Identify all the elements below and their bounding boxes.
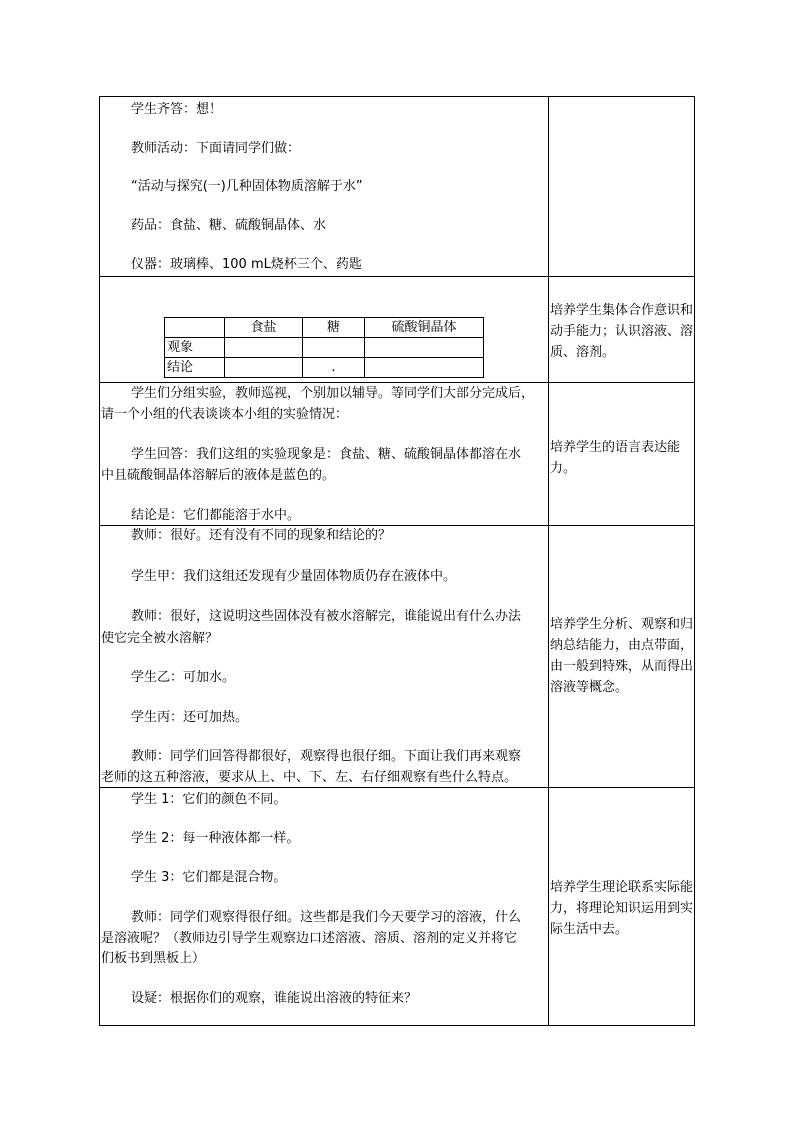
- teaching-goal-note: 培养学生的语言表达能力。: [550, 440, 681, 476]
- paragraph: 教师：很好。还有没有不同的现象和结论的？: [131, 528, 392, 543]
- row-divider: [99, 276, 695, 277]
- table-header-cell: [165, 318, 225, 338]
- paragraph: 教师：很好，这说明这些固体没有被水溶解完，谁能说出有什么办法: [131, 609, 522, 624]
- paragraph: 仪器：玻璃棒、100 mL烧杯三个、药匙: [131, 257, 362, 272]
- paragraph: 学生回答：我们这组的实验现象是：食盐、糖、硫酸铜晶体都溶在水: [131, 447, 522, 462]
- paragraph: 学生乙：可加水。: [131, 670, 236, 685]
- table-header-cell: 食盐: [225, 318, 303, 338]
- paragraph: 是溶液呢？（教师边引导学生观察边口述溶液、溶质、溶剂的定义并将它: [101, 931, 518, 946]
- table-cell: 结论: [165, 358, 225, 378]
- paragraph: 学生们分组实验，教师巡视，个别加以辅导。等同学们大部分完成后，: [131, 386, 535, 401]
- paragraph: 使它完全被水溶解？: [101, 631, 219, 646]
- table-header-cell: 糖: [302, 318, 364, 338]
- table-border-left: [99, 96, 100, 1026]
- paragraph: 学生丙：还可加热。: [131, 710, 249, 725]
- paragraph: 教师：同学们观察得很仔细。这些都是我们今天要学习的溶液，什么: [131, 910, 522, 925]
- table-row: [165, 338, 484, 358]
- table-cell: [225, 338, 303, 358]
- paragraph: 教师：同学们回答得都很好，观察得也很仔细。下面让我们再来观察: [131, 749, 522, 764]
- table-cell: [302, 338, 364, 358]
- teaching-goal-note: 培养学生分析、观察和归纳总结能力，由点带面，由一般到特殊，从而得出溶液等概念。: [550, 617, 694, 695]
- table-row: [165, 358, 484, 378]
- table-row: [165, 318, 484, 338]
- column-divider: [548, 96, 549, 1026]
- paragraph: 中且硫酸铜晶体溶解后的液体是蓝色的。: [101, 468, 336, 483]
- table-header-cell: 硫酸铜晶体: [365, 318, 484, 338]
- paragraph: 教师活动：下面请同学们做：: [131, 141, 301, 156]
- row-divider: [99, 382, 695, 383]
- table-cell: [365, 338, 484, 358]
- row-divider: [99, 787, 695, 788]
- table-cell: [365, 358, 484, 378]
- teaching-goal-note: 培养学生集体合作意识和动手能力；认识溶液、溶质、溶剂。: [550, 303, 694, 360]
- table-border-bottom: [99, 1025, 695, 1026]
- paragraph: 们板书到黑板上）: [101, 951, 206, 966]
- paragraph: “活动与探究(一)几种固体物质溶解于水”: [131, 179, 363, 194]
- paragraph: 学生 1：它们的颜色不同。: [131, 792, 287, 807]
- table-cell: .: [302, 358, 364, 378]
- table-cell: 观象: [165, 338, 225, 358]
- paragraph: 设疑：根据你们的观察，谁能说出溶液的特征来？: [131, 991, 418, 1006]
- teaching-goal-note: 培养学生理论联系实际能力，将理论知识运用到实际生活中去。: [550, 880, 694, 937]
- table-cell: [225, 358, 303, 378]
- paragraph: 学生 2：每一种液体都一样。: [131, 831, 300, 846]
- paragraph: 学生 3：它们都是混合物。: [131, 870, 287, 885]
- row-divider: [99, 525, 695, 526]
- experiment-table: [164, 317, 484, 381]
- paragraph: 结论是：它们都能溶于水中。: [131, 508, 301, 523]
- paragraph: 学生齐答：想！: [131, 102, 223, 117]
- paragraph: 老师的这五种溶液，要求从上、中、下、左、右仔细观察有些什么特点。: [101, 770, 518, 785]
- paragraph: 药品：食盐、糖、硫酸铜晶体、水: [131, 218, 327, 233]
- paragraph: 学生甲：我们这组还发现有少量固体物质仍存在液体中。: [131, 569, 457, 584]
- paragraph: 请一个小组的代表谈谈本小组的实验情况：: [101, 407, 349, 422]
- table-border-top: [99, 96, 695, 97]
